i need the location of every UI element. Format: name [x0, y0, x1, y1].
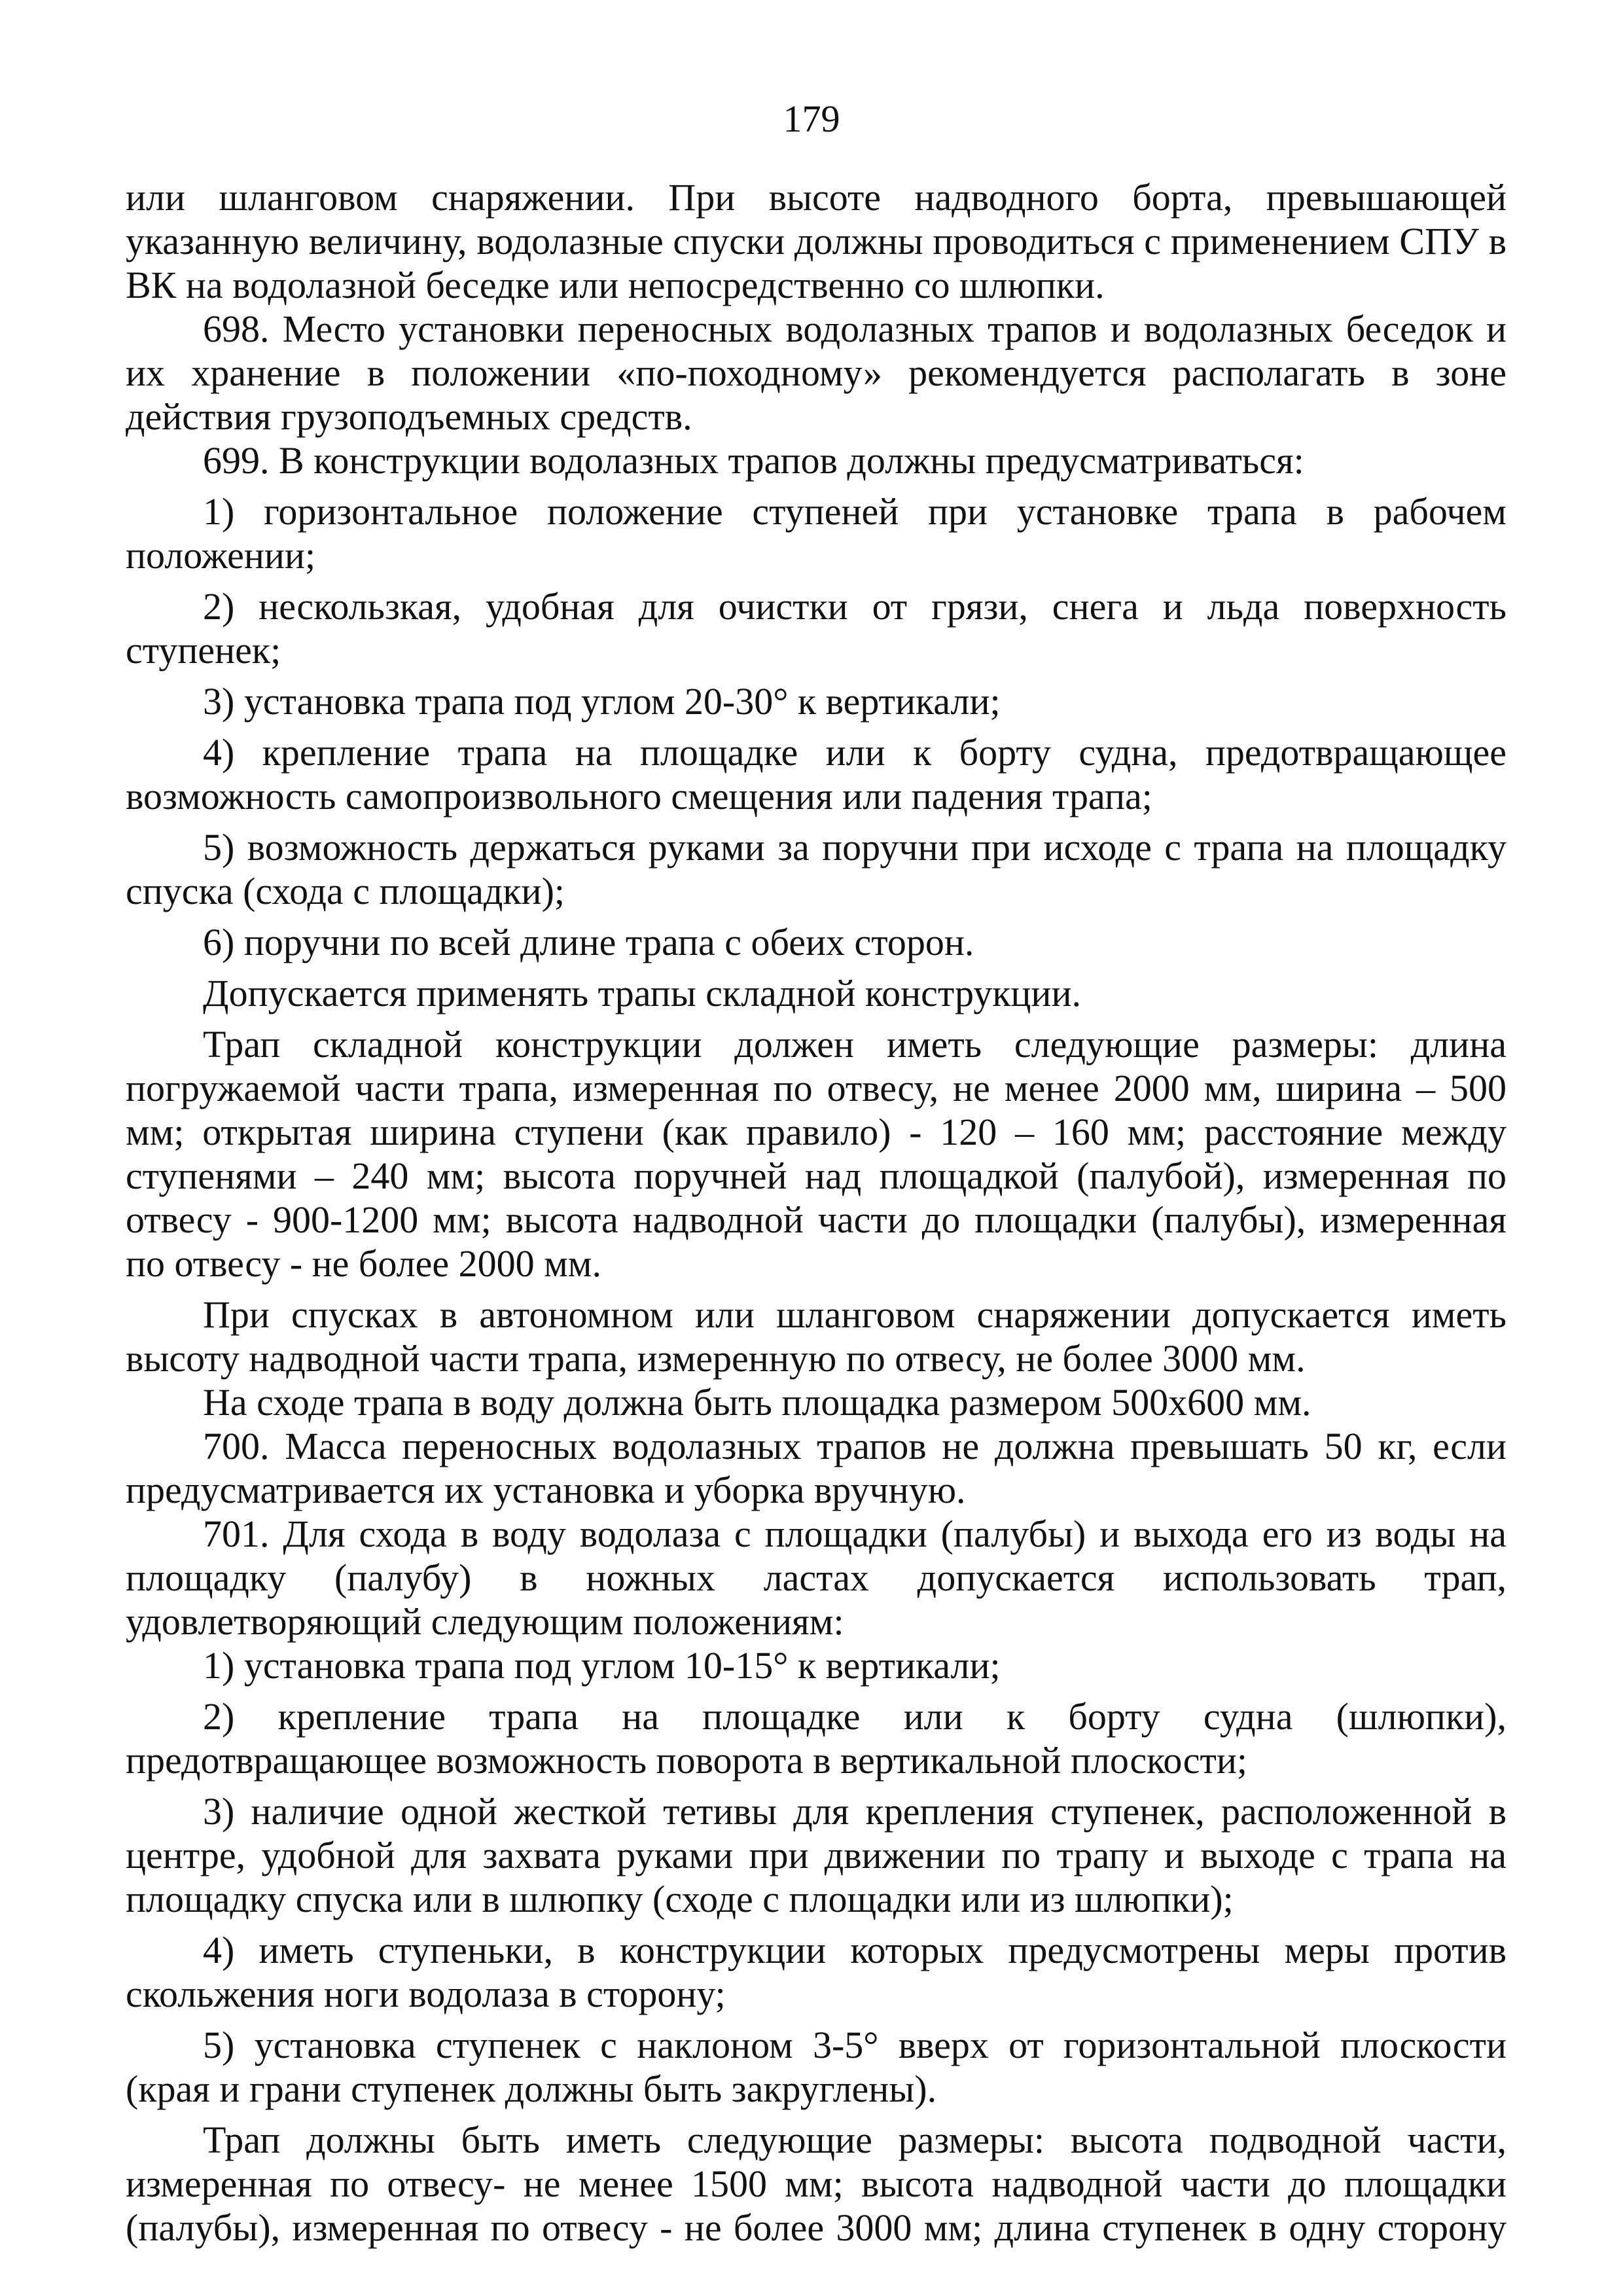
paragraph-folding-dimensions: Трап складной конструкции должен иметь следующие размеры: длина погружаемой части трапа, измеренная по отвесу, не менее 2000 мм, ширина – 500 мм; открытая ширина ступени (как правило) - 120 – 160 мм; расстояние между ступенями – 240 мм; высота поручней над площадкой (палубой), измеренная по отвесу - 900-1200 мм; высота надводной части до площадки (палубы), измеренная по отвесу - не более 2000 мм.: [126, 1023, 1507, 1285]
list-item-701-2: 2) крепление трапа на площадке или к борту судна (шлюпки), предотвращающее возможность поворота в вертикальной плоскости;: [126, 1695, 1507, 1782]
paragraph-clause-699: 699. В конструкции водолазных трапов должны предусматриваться:: [203, 439, 1304, 482]
paragraph-clause-700: 700. Масса переносных водолазных трапов не должна превышать 50 кг, если предусматривается их установка и уборка вручную.: [126, 1425, 1507, 1511]
list-item-699-5: 5) возможность держаться руками за поручни при исходе с трапа на площадку спуска (схода с площадки);: [126, 826, 1507, 912]
list-item-701-1: 1) установка трапа под углом 10-15° к вертикали;: [203, 1644, 1001, 1687]
list-item-701-3: 3) наличие одной жесткой тетивы для крепления ступенек, расположенной в центре, удобной для захвата руками при движении по трапу и выходе с трапа на площадку спуска или в шлюпку (сходе с площадки или из шлюпки);: [126, 1790, 1507, 1920]
paragraph-clause-701: 701. Для схода в воду водолаза с площадки (палубы) и выхода его из воды на площадку (палубу) в ножных ластах допускается использовать трап, удовлетворяющий следующим положениям:: [126, 1513, 1507, 1643]
paragraph-clause-698: 698. Место установки переносных водолазных трапов и водолазных беседок и их хранение в положении «по-походному» рекомендуется располагать в зоне действия грузоподъемных средств.: [126, 308, 1507, 438]
page-number: 179: [783, 98, 840, 140]
list-item-699-2: 2) нескользкая, удобная для очистки от грязи, снега и льда поверхность ступенек;: [126, 585, 1507, 672]
paragraph-continuation: или шланговом снаряжении. При высоте надводного борта, превышающей указанную величину, водолазные спуски должны проводиться с применением СПУ в ВК на водолазной беседке или непосредственно со шлюпки.: [126, 176, 1507, 306]
list-item-701-5: 5) установка ступенек с наклоном 3-5° вверх от горизонтальной плоскости (края и грани ступенек должны быть закруглены).: [126, 2024, 1507, 2110]
paragraph-folding-allowed: Допускается применять трапы складной конструкции.: [203, 972, 1081, 1014]
list-item-699-6: 6) поручни по всей длине трапа с обеих сторон.: [203, 921, 974, 963]
list-item-699-1: 1) горизонтальное положение ступеней при установке трапа в рабочем положении;: [126, 490, 1507, 577]
paragraph-autonomous-height: При спусках в автономном или шланговом снаряжении допускается иметь высоту надводной части трапа, измеренную по отвесу, не более 3000 мм.: [126, 1293, 1507, 1380]
list-item-699-4: 4) крепление трапа на площадке или к борту судна, предотвращающее возможность самопроизвольного смещения или падения трапа;: [126, 731, 1507, 817]
paragraph-platform-size: На сходе трапа в воду должна быть площадка размером 500х600 мм.: [203, 1381, 1311, 1424]
list-item-701-4: 4) иметь ступеньки, в конструкции которых предусмотрены меры против скольжения ноги водолаза в сторону;: [126, 1929, 1507, 2015]
page-body: [126, 175, 1507, 2250]
paragraph-ladder-dimensions: Трап должны быть иметь следующие размеры: высота подводной части, измеренная по отвесу- не менее 1500 мм; высота надводной части до площадки (палубы), измеренная по отвесу - не более 3000 мм; длина ступенек в одну сторону: [126, 2119, 1507, 2249]
list-item-699-3: 3) установка трапа под углом 20-30° к вертикали;: [203, 680, 1001, 723]
